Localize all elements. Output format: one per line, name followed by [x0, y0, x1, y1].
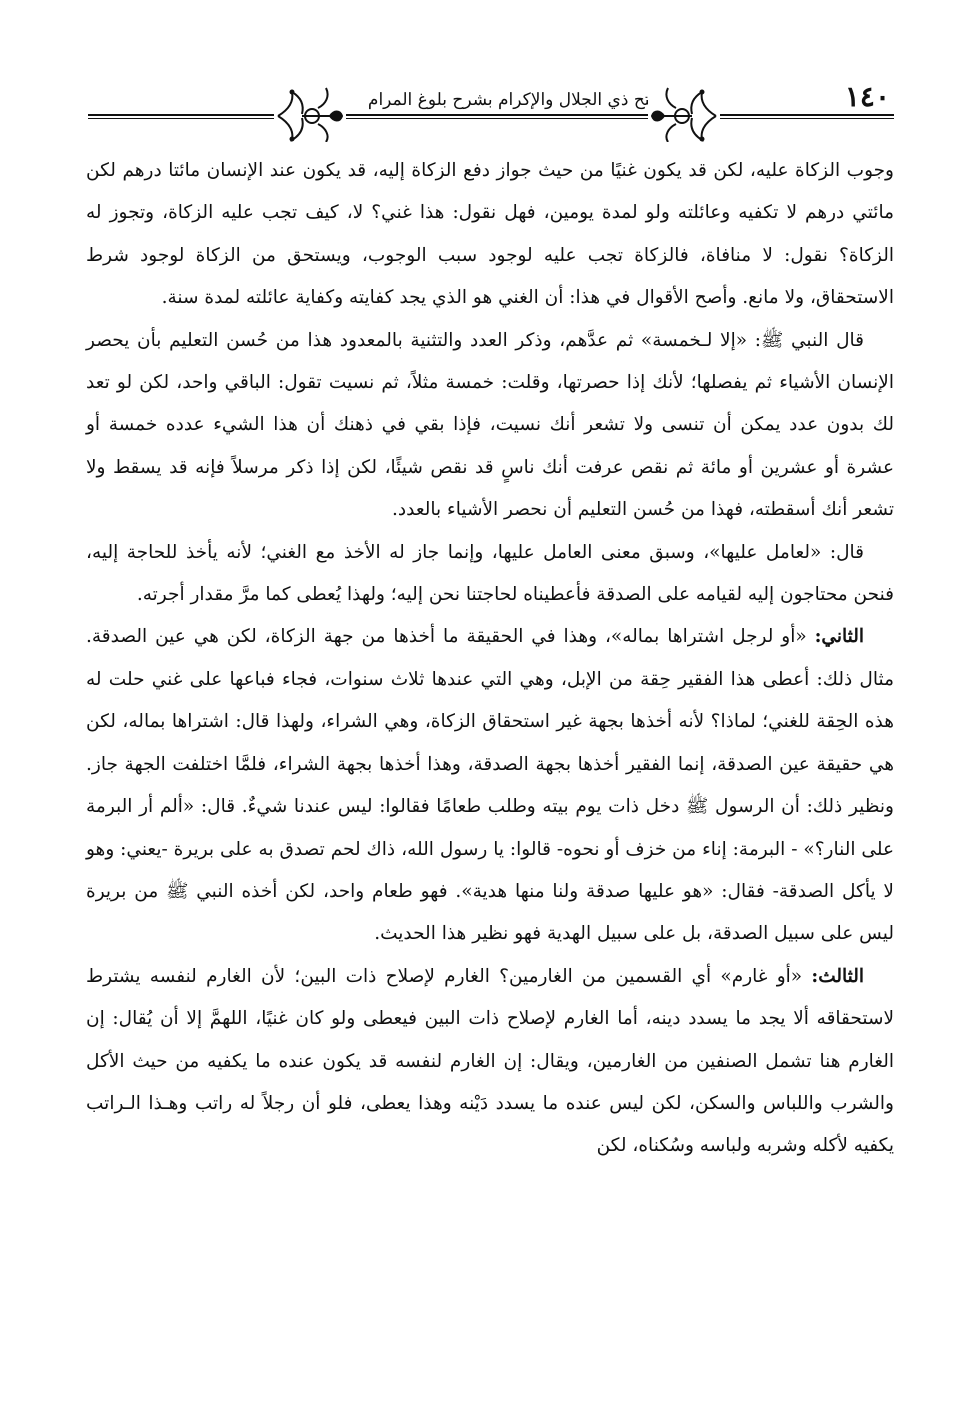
paragraph-text: «أو لرجل اشتراها بماله»، وهذا في الحقيقة ما أخذها من جهة الزكاة، لكن هي عين الصدقة. مثال ذلك: أعطى هذا الفقير حِقة من الإبل، وهي التي عندها ثلاث سنوات، فجاء فباعها على غني حلت له هذه الحِقة للغني؛ لماذا؟ لأنه أخذها بجهة غير استحقاق الزكاة، وهي الشراء، ولهذا قال: اشتراها بماله، لكن هي حقيقة عين الصدقة، إنما الفقير أخذها بجهة الصدقة، وهذا أخذها بجهة الشراء، فلمَّا اختلفت الجهة جاز. ونظير ذلك: أن الرسول ﷺ دخل ذات يوم بيته وطلب طعامًا فقالوا: ليس عندنا شيءٌ. قال: «ألم أر البرمة على النار؟» - البرمة: إناء من خزف أو نحوه- قالوا: يا رسول الله، ذاك لحم تصدق به على بريرة -يعني: وهو لا يأكل الصدقة- فقال: «هو عليها صدقة ولنا منها هدية». فهو طعام واحد، لكن أخذه النبي ﷺ من بريرة ليس على سبيل الصدقة، بل على سبيل الهدية فهو نظير هذا الحديث.: [86, 626, 894, 945]
book-title: فتح ذي الجلال والإكرام بشرح بلوغ المرام: [338, 90, 688, 110]
paragraph-text: وجوب الزكاة عليه، لكن قد يكون غنيًا من حيث جواز دفع الزكاة إليه، قد يكون عند الإنسان مائتا درهم لكن مائتي درهم لا تكفيه وعائلته ولو لمدة يومين، فهل نقول: هذا غني؟ لا، كيف تجب عليه الزكاة، وتجوز له الزكاة؟ نقول: لا منافاة، فالزكاة تجب عليه لوجود سبب الوجوب، ويستحق من الزكاة لوجود شرط الاستحقاق، ولا مانع. وأصح الأقوال في هذا: أن الغني هو الذي يجد كفايته وكفاية عائلته لمدة سنة.: [86, 160, 894, 309]
ornament-right-icon: [648, 80, 720, 142]
body-text: [86, 150, 894, 1168]
paragraph-lead: الثاني:: [814, 626, 864, 648]
paragraph-text: قال النبي ﷺ: «إلا لـخمسة» ثم عدَّهم، وذكر العدد والتثنية بالمعدود هذا من حُسن التعليم بأن يحصر الإنسان الأشياء ثم يفصلها؛ لأنك إذا حصرتها، وقلت: خمسة مثلاً، ثم نسيت تقول: الباقي واحد، لكن لو تعد لك بدون عدد يمكن أن تنسى ولا تشعر أنك نسيت، فإذا بقي في ذهنك أن هذا الشيء عدده خمسة أو عشرة أو عشرين أو مائة ثم نقص عرفت أنك ناسٍ قد نقص شيئًا، لكن إذا ذكر مرسلاً فإنه قد يسقط ولا تشعر أنك أسقطته، فهذا من حُسن التعليم أن نحصر الأشياء بالعدد.: [86, 329, 894, 521]
paragraph-text: «أو غارم» أي القسمين من الغارمين؟ الغارم لإصلاح ذات البين؛ لأن الغارم لنفسه يشترط لاستحقاقه ألا يجد ما يسدد دينه، أما الغارم لإصلاح ذات البين فيعطى ولو كان غنيًا، اللهمَّ إلا أن يُقال: إن الغارم هنا تشمل الصنفين من الغارمين، ويقال: إن الغارم لنفسه قد يكون عنده ما يكفيه من حيث الأكل والشرب واللباس والسكن، لكن ليس عنده ما يسدد دَيْنه وهذا يعطى، فلو أن رجلاً له راتب وهـذا الـراتب يكفيه لأكله وشربه ولباسه وسُكناه، لكن: [86, 965, 894, 1157]
paragraph: [86, 956, 894, 1168]
page-number: ١٤٠: [841, 80, 894, 113]
paragraph: [86, 320, 894, 532]
paragraph-lead: الثالث:: [811, 965, 864, 987]
header-rule: [88, 114, 894, 116]
paragraph-text: قال: «لعامل عليها»، وسبق معنى العامل عليها، وإنما جاز له الأخذ مع الغني؛ لأنه يأخذ للحاجة إليه، فنحن محتاجون إليه لقيامه على الصدقة فأعطيناه لحاجتنا نحن إليه؛ ولهذا يُعطى كما مرَّ مقدار أجرته.: [86, 541, 894, 606]
header-rule-thin: [88, 118, 894, 119]
ornament-left-icon: [274, 80, 346, 142]
paragraph: [86, 150, 894, 320]
running-header: [88, 80, 894, 142]
paragraph: [86, 532, 894, 617]
paragraph: [86, 616, 894, 955]
